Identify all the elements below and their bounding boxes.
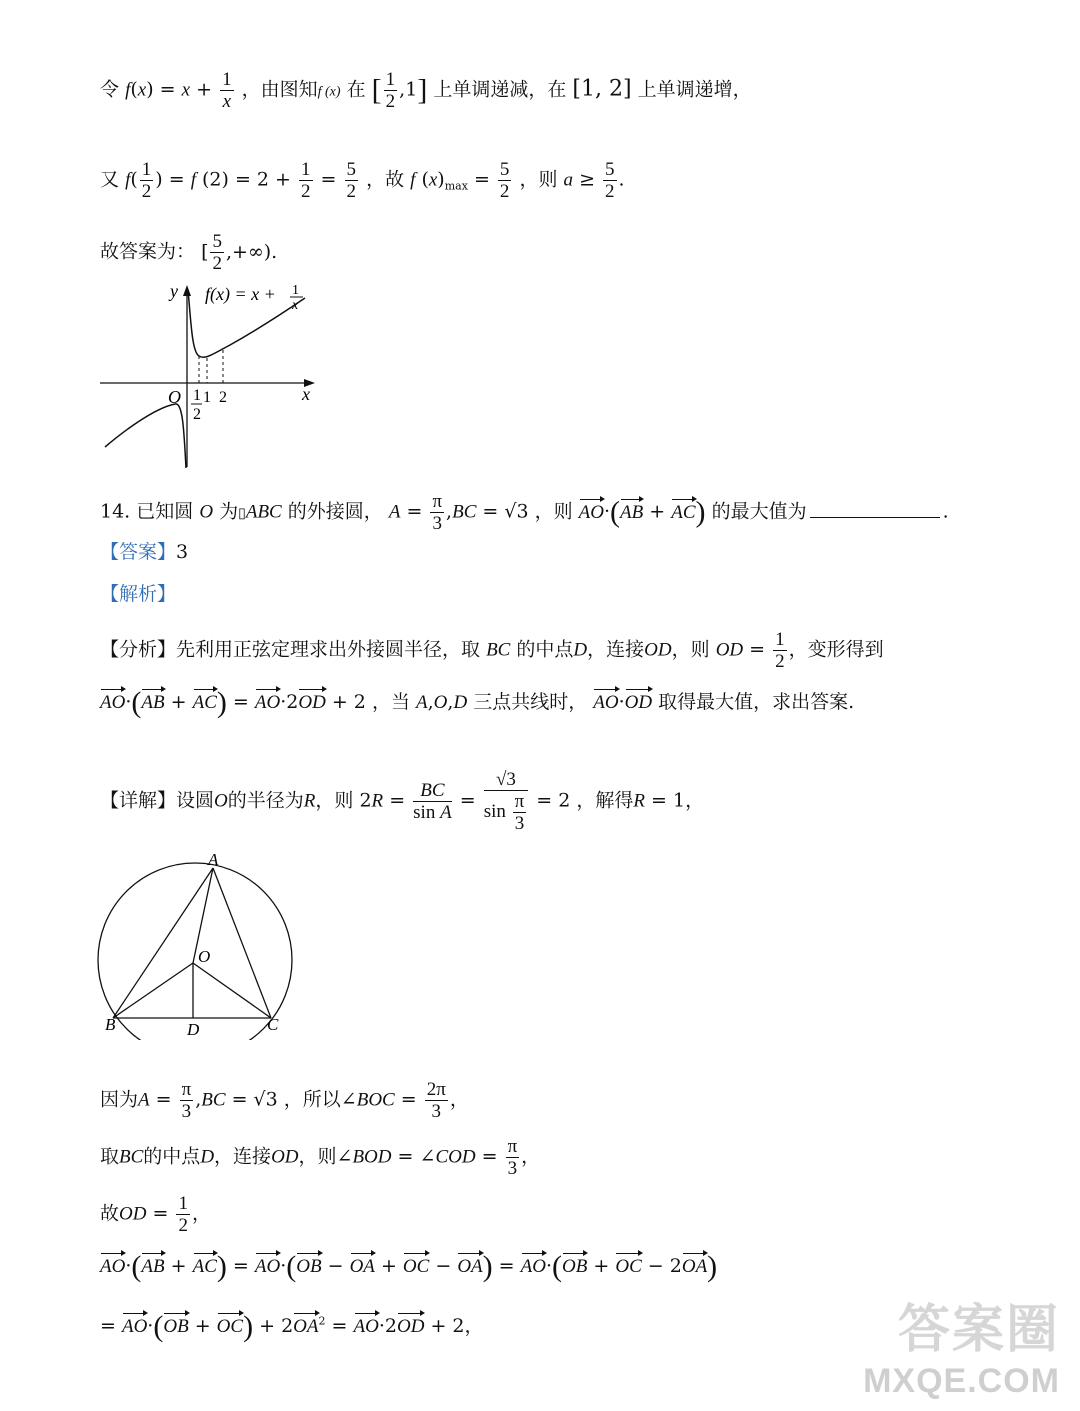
- point-O: O: [198, 947, 211, 966]
- line-3: [100, 232, 277, 273]
- tick-2: 2: [219, 389, 227, 406]
- fenxi-line: 【分析】先利用正弦定理求出外接圆半径，取 BC 的中点D，连接OD，则 OD = $\frac{1}{2}$ ，变形得到: [100, 629, 884, 672]
- paren: ) =: [146, 78, 182, 101]
- watermark-logo: 答案圈: [897, 1301, 1060, 1359]
- watermark: [863, 1287, 1060, 1401]
- func-frac-num: 1: [292, 283, 299, 298]
- fraction: $\frac{1}{2}$: [301, 159, 311, 202]
- formula-fx: f (x): [317, 84, 341, 100]
- var-A: A: [388, 501, 401, 523]
- circle-figure: [95, 850, 305, 1040]
- text: 设圆: [176, 789, 215, 812]
- formula: f: [190, 169, 196, 191]
- text: ，当: [371, 691, 410, 713]
- origin-label: O: [168, 387, 181, 407]
- fraction: $\frac{5}{2}$: [605, 159, 615, 202]
- text: 的中点: [143, 1145, 201, 1168]
- fraction: √3 sin $\frac{\pi}{3}$: [484, 770, 529, 833]
- segment-OC: [193, 963, 271, 1018]
- analysis-tag: 【解析】: [100, 583, 177, 605]
- tick-1: 1: [203, 389, 211, 406]
- y-axis-arrow: [183, 285, 191, 296]
- text: 的最大值为: [711, 500, 807, 523]
- text: 令: [100, 78, 120, 101]
- line-1: 令 f(x) = x + $\frac{1}{x}$ ，由图知f (x) 在 [ $\frac{1}{2}$ ,1] 上单调递减，在 [1, 2] 上单调递增，: [100, 69, 752, 112]
- text: 三点共线时，: [473, 691, 588, 713]
- var-a: a: [563, 169, 574, 191]
- vec-AB: AB: [620, 501, 644, 523]
- var-D: D: [573, 639, 588, 661]
- text: 的外接圆，: [287, 500, 383, 523]
- text: 在: [346, 78, 366, 101]
- watermark-url: MXQE.COM: [863, 1362, 1060, 1400]
- text: 又: [100, 168, 120, 191]
- text: ，连接: [587, 638, 645, 661]
- text: ，变形得到: [788, 638, 884, 661]
- line-2: 又 f( $\frac{1}{2}$ ) = f (2) = 2 + $\frac{1}{2}$ = $\frac{5}{2}$ ，故 f $(x)_{max}$ = $\frac{5}{2}$ ，则 a ≥ $\frac{5}{2}$ .: [100, 159, 625, 202]
- answer-value: 3: [176, 541, 189, 563]
- var-BC: BC: [486, 639, 511, 661]
- fraction: $\frac{\pi}{3}$: [432, 491, 443, 534]
- text: 上单调递增，: [637, 78, 752, 101]
- text: 为: [219, 500, 239, 523]
- point-B: B: [105, 1015, 116, 1034]
- fraction: $\frac{5}{2}$: [346, 159, 357, 202]
- text: 的中点: [516, 638, 574, 661]
- text: ，所以: [283, 1088, 341, 1111]
- text: ，则: [671, 638, 710, 661]
- text: 故答案为：: [100, 240, 196, 263]
- analysis-line: [100, 585, 176, 604]
- plus: +: [190, 78, 219, 101]
- xiangjie-tag: 【详解】: [100, 789, 177, 812]
- vector-line-2: = $AO\cdot(OB + OC) + 2OA^2 = AO\cdot 2OD + 2$，: [100, 1310, 484, 1343]
- text: ，则: [534, 500, 573, 523]
- text: 取得最大值，求出答案.: [658, 691, 855, 713]
- formula-f: f: [125, 79, 131, 101]
- vec-AC: AC: [671, 501, 696, 523]
- bracket: [: [371, 73, 382, 107]
- question-number: 14.: [100, 500, 131, 523]
- yinwei-line: 因为A = $\frac{\pi}{3}$ ,BC = √3 ，所以∠BOC = $\frac{2\pi}{3}$ ，: [100, 1079, 469, 1122]
- point-A: A: [208, 850, 219, 869]
- curve-left-branch: [105, 404, 186, 468]
- text: ，故: [366, 168, 405, 191]
- tick-half-num: 1: [193, 387, 201, 404]
- point-D: D: [187, 1020, 200, 1039]
- text: ，由图知: [241, 78, 318, 101]
- text: ，则: [315, 789, 354, 812]
- triangle-symbol: ▯: [238, 505, 246, 522]
- line-6: AO·(AB + AC) = AO·2OD + 2 ，当 A,O,D 三点共线时， AO·OD 取得最大值，求出答案.: [100, 686, 855, 719]
- function-label: f(x) = x +: [205, 284, 276, 304]
- y-label: y: [170, 282, 178, 301]
- x-label: x: [302, 384, 310, 404]
- var-ABC: ABC: [245, 501, 282, 523]
- text: 上单调递减，在: [433, 78, 567, 101]
- fraction: $\frac{1}{2}$: [385, 69, 396, 112]
- point-C: C: [267, 1015, 279, 1034]
- var-OD: OD: [644, 639, 672, 661]
- xiangjie-line: 【详解】设圆O的半径为R，则 2R = $\frac{BC}{\text{sin A}}$ = √3 sin $\frac{\pi}{3}$ = 2 ，解得R = 1，: [100, 769, 705, 834]
- gu-line: 故OD = $\frac{1}{2}$ ，: [100, 1193, 211, 1236]
- answer-tag: 【答案】: [100, 541, 177, 563]
- fraction: $\frac{5}{2}$: [499, 159, 510, 202]
- paren: (: [130, 78, 138, 101]
- formula-max: f: [410, 169, 416, 191]
- interval: [1, 2]: [572, 76, 632, 102]
- text: 已知圆: [136, 500, 194, 523]
- fraction: $\frac{BC}{\text{sin A}}$: [413, 780, 452, 823]
- var-O: O: [199, 501, 214, 523]
- qu-line: 取BC的中点D，连接OD，则∠BOD = ∠COD = $\frac{\pi}{3}$ ，: [100, 1136, 541, 1179]
- var-x: x: [181, 79, 191, 101]
- fraction: $\frac{1}{2}$: [775, 629, 785, 672]
- text: 因为: [100, 1088, 139, 1111]
- vector-line-1: AO·(AB + AC) = AO·(OB − OA + OC − OA) = AO·(OB + OC − 2OA): [100, 1250, 718, 1283]
- var-x: x: [137, 79, 147, 101]
- text: ，则: [519, 168, 558, 191]
- bracket: ]: [417, 73, 428, 107]
- answer-line: [100, 543, 188, 562]
- answer-interval: [ $\frac{5}{2}$ ,+∞).: [201, 231, 278, 274]
- segment-OB: [113, 963, 193, 1018]
- vec-AO: AO: [578, 501, 604, 523]
- text: ，则: [298, 1145, 337, 1168]
- text: ，连接: [214, 1145, 272, 1168]
- fraction: $\frac{1}{x}$: [222, 69, 232, 112]
- answer-blank: [810, 516, 940, 518]
- text: 取: [100, 1145, 120, 1168]
- text: 的半径为: [227, 789, 304, 812]
- fraction: $\frac{1}{2}$: [141, 159, 152, 202]
- fenxi-tag: 【分析】: [100, 638, 177, 661]
- text: 先利用正弦定理求出外接圆半径，取: [176, 638, 481, 661]
- question-14: 14. 已知圆 O 为▯ABC 的外接圆， A = $\frac{\pi}{3}$ ,BC = √3 ，则 AO·(AB + AC) 的最大值为 .: [100, 491, 949, 534]
- text: ，解得: [576, 789, 634, 812]
- formula: f: [125, 169, 131, 191]
- tick-half-den: 2: [193, 406, 201, 423]
- function-graph: [95, 282, 325, 477]
- func-frac-den: x: [292, 298, 299, 313]
- text: 故: [100, 1202, 120, 1225]
